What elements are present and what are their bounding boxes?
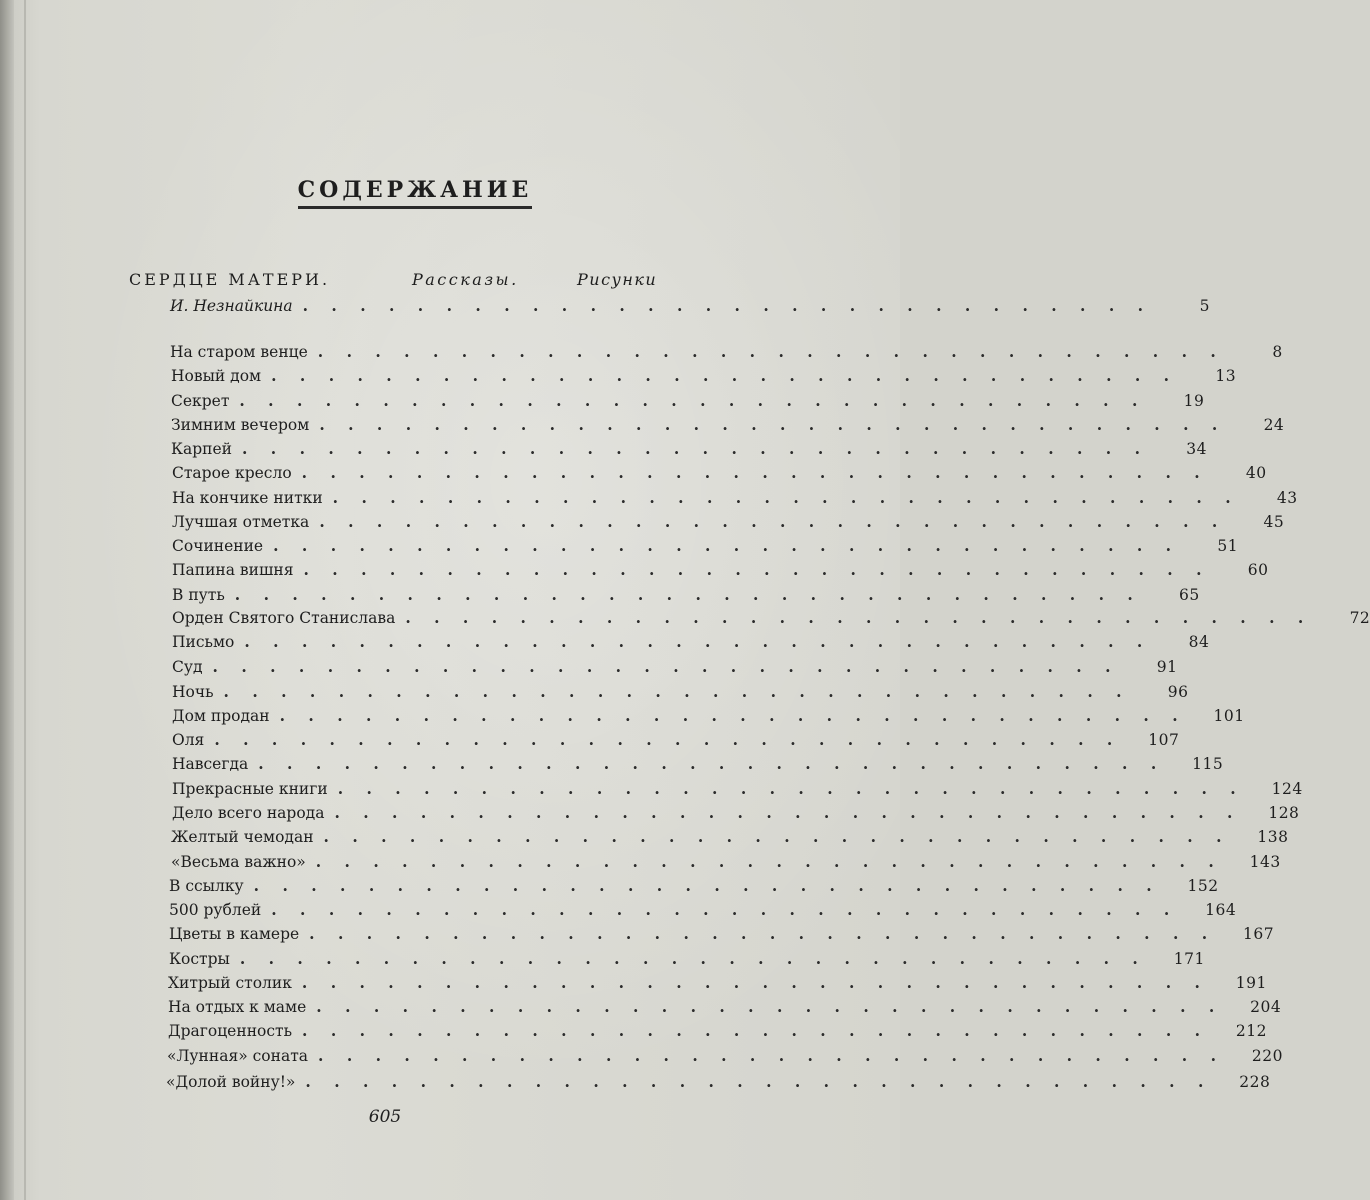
toc-entry-page: 96 [1167,683,1189,701]
toc-entry-page: 115 [1192,755,1224,773]
toc-entry-title: Дом продан [172,707,270,725]
toc-entry [172,656,1178,678]
dot-leader: . . . . . . . . . . . . . . . . . . . . . . . . . . . . . . . . [253,876,1161,895]
toc-entry-page: 24 [1263,416,1285,434]
toc-entry-page: 84 [1188,633,1210,651]
toc-entry-page: 191 [1235,974,1267,992]
toc-entry-title: Секрет [171,392,230,410]
toc-entry-title: Прекрасные книги [172,780,328,798]
toc-entry [172,681,1189,703]
dot-leader: . . . . . . . . . . . . . . . . . . . . . . . . . . . . . . . . [303,560,1211,579]
dot-leader: . . . . . . . . . . . . . . . . . . . . . . . . . . . . . . . . [332,488,1240,507]
dot-leader: . . . . . . . . . . . . . . . . . . . . . . . . . . . . . . . . [301,463,1209,482]
toc-entry [172,631,1210,653]
dot-leader: . . . . . . . . . . . . . . . . . . . . . . . . . . . . . . . . [337,779,1245,798]
toc-entry [172,559,1269,581]
toc-entry-page: 34 [1186,440,1207,458]
dot-leader: . . . . . . . . . . . . . . . . . . . . . . . . . . . . . . . . [305,1072,1213,1091]
toc-entry-title: «Долой войну!» [166,1073,296,1091]
toc-entry [171,414,1285,436]
dot-leader: . . . . . . . . . . . . . . . . . . . . . . . . . . . . . . . . [214,730,1122,749]
toc-entry-title: Новый дом [171,367,262,385]
dot-leader: . . . . . . . . . . . . . . . . . . . . . . . . . . . . . . . . [234,585,1142,604]
toc-entry [169,923,1275,945]
toc-entry [170,341,1283,363]
toc-entry-title: Цветы в камере [169,925,300,943]
toc-entry-page: 204 [1250,998,1282,1016]
toc-entry-page: 51 [1217,537,1239,555]
toc-entry-title: На старом венце [170,343,308,361]
toc-entry-title: Карпей [171,440,232,458]
dot-leader: . . . . . . . . . . . . . . . . . . . . . . . . . . . . . . . . [244,632,1152,651]
dot-leader: . . . . . . . . . . . . . . . . . . . . . . . . . . . . . . . . [309,924,1217,943]
toc-entry [171,390,1205,412]
toc-entry [172,729,1180,751]
dot-leader: . . . . . . . . . . . . . . . . . . . . . . . . . . . . . . . . [319,512,1227,531]
toc-entry [168,1020,1268,1042]
toc-entry-page: 152 [1187,877,1219,895]
dot-leader: . . . . . . . . . . . . . . . . . . . . . . . . . . . . . . . . [239,391,1147,410]
toc-entry-page: 138 [1257,828,1289,846]
toc-entry-title: Желтый чемодан [171,828,314,846]
toc-entry-title: Хитрый столик [168,974,292,992]
dot-leader: . . . . . . . . . . . . . . . . . . . . . . . . . . . . . . . . [301,973,1209,992]
dot-leader: . . . . . . . . . . . . . . . . . . . . . . . . . . . . . . . . [258,754,1166,773]
dot-leader: . . . . . . . . . . . . . . . . . . . . . . . . . . . . . . . . [223,682,1131,701]
toc-entry-page: 128 [1268,804,1300,822]
dot-leader: . . . . . . . . . . . . . . . . . . . . . . . . . . . . . . . . [323,827,1231,846]
toc-entry-title: Костры [169,950,230,968]
toc-entry-title: Сочинение [172,537,264,555]
dot-leader: . . . . . . . . . . . . . . . . . . . . . . . . . . . . . . [302,296,1153,315]
dot-leader: . . . . . . . . . . . . . . . . . . . . . . . . . . . . . . . . [239,949,1147,968]
toc-entry-page: 220 [1251,1047,1283,1065]
section-heading [129,270,669,296]
toc-entry [172,462,1267,484]
toc-entry-page: 171 [1173,950,1205,968]
toc-entry [167,1045,1283,1067]
toc-entry [172,535,1239,557]
toc-entry-title: Оля [172,731,205,749]
toc-entry [171,438,1207,460]
toc-entry [171,851,1281,873]
page-title-text: СОДЕРЖАНИЕ [298,177,533,209]
section-page-number: 5 [1199,297,1211,315]
toc-entry-page: 143 [1249,853,1281,871]
toc-entry-title: Суд [172,658,203,676]
dot-leader: . . . . . . . . . . . . . . . . . . . . . . . . . . . . . . . . [319,415,1227,434]
toc-entry-title: Ночь [172,683,214,701]
toc-entry-title: Письмо [172,633,235,651]
toc-entry [172,607,1370,629]
dot-leader: . . . . . . . . . . . . . . . . . . . . . . . . . . . . . . . . [317,342,1225,361]
toc-entry [169,899,1237,921]
toc-entry-title: На кончике нитки [172,489,323,507]
toc-entry-title: Зимним вечером [171,416,310,434]
dot-leader: . . . . . . . . . . . . . . . . . . . . . . . . . . . . . . . . [271,900,1179,919]
toc-entry [166,1071,1271,1093]
toc-entry-page: 13 [1215,367,1237,385]
dot-leader: . . . . . . . . . . . . . . . . . . . . . . . . . . . . . . . . [315,852,1223,871]
toc-entry [172,487,1298,509]
dot-leader: . . . . . . . . . . . . . . . . . . . . . . . . . . . . . . . . [271,366,1179,385]
toc-entry-page: 167 [1243,925,1275,943]
toc-entry-page: 107 [1148,731,1180,749]
toc-entry [172,584,1200,606]
toc-entry-title: «Весьма важно» [171,853,306,871]
toc-entry-page: 60 [1247,561,1269,579]
toc-entry-title: Драгоценность [168,1022,293,1040]
toc-entry-page: 72 [1349,609,1370,627]
toc-entry [172,753,1224,775]
toc-entry-title: Лучшая отметка [172,513,310,531]
section-illustrations: Рисунки [577,270,658,289]
toc-entry-title: Папина вишня [172,561,294,579]
toc-entry-page: 212 [1235,1022,1268,1040]
toc-entry-page: 45 [1263,513,1285,531]
page-number: 605 [368,1107,402,1127]
toc-entry-page: 8 [1272,343,1283,361]
page-title [0,177,830,203]
toc-entry [172,511,1285,533]
dot-leader: . . . . . . . . . . . . . . . . . . . . . . . . . . . . . . . . [318,1046,1225,1065]
section-illustrator: И. Незнайкина [170,297,293,315]
toc-entry-page: 19 [1183,392,1205,410]
toc-entry-page: 43 [1276,489,1298,507]
dot-leader: . . . . . . . . . . . . . . . . . . . . . . . . . . . . . . . . [316,997,1224,1016]
toc-entry-page: 40 [1245,464,1267,482]
toc-entry-page: 91 [1156,658,1178,676]
toc-entry [172,705,1245,727]
dot-leader: . . . . . . . . . . . . . . . . . . . . . . . . . . . . . . . . [242,439,1149,458]
toc-entry-title: «Лунная» соната [167,1047,309,1065]
toc-entry-page: 228 [1239,1073,1271,1091]
dot-leader: . . . . . . . . . . . . . . . . . . . . . . . . . . . . . . . . [279,706,1187,725]
dot-leader: . . . . . . . . . . . . . . . . . . . . . . . . . . . . . . . . [273,536,1181,555]
section-illustrator-row [170,295,1211,317]
toc-entry-title: Орден Святого Станислава [172,609,396,627]
toc-entry-title: В путь [172,586,225,604]
dot-leader: . . . . . . . . . . . . . . . . . . . . . . . . . . . . . . . . [302,1021,1210,1040]
toc-entry [168,996,1282,1018]
toc-entry-page: 124 [1271,780,1303,798]
toc-entry-title: 500 рублей [169,901,262,919]
dot-leader: . . . . . . . . . . . . . . . . . . . . . . . . . . . . . . . . [334,803,1242,822]
toc-entry-title: В ссылку [169,877,244,895]
toc-entry [172,778,1303,800]
toc-entry [168,972,1267,994]
dot-leader: . . . . . . . . . . . . . . . . . . . . . . . . . . . . . . . . [212,657,1120,676]
toc-entry [171,365,1237,387]
toc-entry-page: 101 [1213,707,1245,725]
dot-leader: . . . . . . . . . . . . . . . . . . . . . . . . . . . . . . . . [405,608,1313,627]
toc-entry-title: Дело всего народа [172,804,325,822]
toc-entry [172,802,1300,824]
toc-entry [169,948,1205,970]
toc-entry-title: Навсегда [172,755,249,773]
section-genre: Рассказы. [412,270,519,289]
toc-entry-page: 164 [1205,901,1237,919]
toc-entry-page: 65 [1179,586,1200,604]
toc-entry [169,875,1219,897]
section-title: СЕРДЦЕ МАТЕРИ. [129,270,331,289]
toc-entry-title: Старое кресло [172,464,292,482]
toc-entry-title: На отдых к маме [168,998,307,1016]
toc-entry [171,826,1289,848]
